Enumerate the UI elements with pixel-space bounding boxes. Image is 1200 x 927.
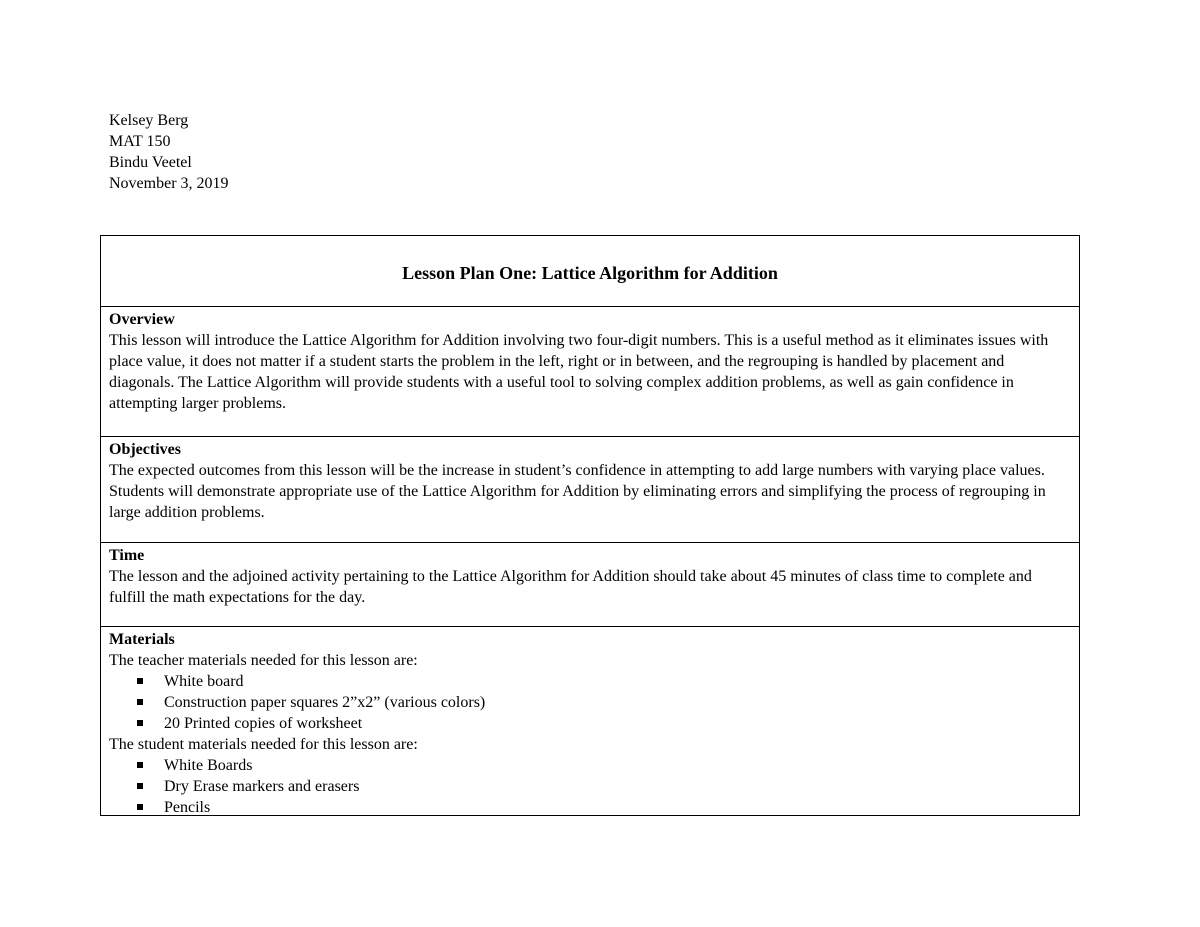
materials-section xyxy=(101,627,1079,815)
author-name: Kelsey Berg xyxy=(109,112,189,129)
objectives-section xyxy=(101,437,1079,543)
list-item xyxy=(137,713,1071,734)
square-bullet-icon xyxy=(137,720,143,726)
list-item-text: Construction paper squares 2”x2” (various colors) xyxy=(164,694,486,711)
list-item-text: White board xyxy=(164,673,244,690)
list-item-text: 20 Printed copies of worksheet xyxy=(164,715,363,732)
course-code: MAT 150 xyxy=(109,133,171,150)
list-item xyxy=(137,692,1071,713)
student-materials-list xyxy=(109,755,1071,818)
square-bullet-icon xyxy=(137,804,143,810)
square-bullet-icon xyxy=(137,699,143,705)
instructor-name: Bindu Veetel xyxy=(109,154,192,171)
objectives-text: The expected outcomes from this lesson will be the increase in student’s confidence in attempting to add large numbers with varying place values. Students will demonstrate appropriate use of the Lattice Algorithm for Addition by eliminating errors and simplifying the process of regrouping in large addition problems. xyxy=(109,462,1046,521)
materials-heading: Materials xyxy=(109,631,175,648)
document-header xyxy=(109,110,229,194)
objectives-heading: Objectives xyxy=(109,441,181,458)
document-date: November 3, 2019 xyxy=(109,175,229,192)
time-text: The lesson and the adjoined activity pertaining to the Lattice Algorithm for Addition should take about 45 minutes of class time to complete and fulfill the math expectations for the day. xyxy=(109,568,1032,606)
list-item-text: White Boards xyxy=(164,757,253,774)
lesson-title: Lesson Plan One: Lattice Algorithm for Addition xyxy=(402,262,778,283)
time-section xyxy=(101,543,1079,627)
list-item-text: Dry Erase markers and erasers xyxy=(164,778,360,795)
square-bullet-icon xyxy=(137,783,143,789)
student-materials-intro: The student materials needed for this lesson are: xyxy=(109,736,418,753)
time-heading: Time xyxy=(109,547,145,564)
square-bullet-icon xyxy=(137,762,143,768)
list-item-text: Pencils xyxy=(164,799,211,816)
list-item xyxy=(137,776,1071,797)
overview-heading: Overview xyxy=(109,311,175,328)
list-item xyxy=(137,671,1071,692)
teacher-materials-list xyxy=(109,671,1071,734)
overview-text: This lesson will introduce the Lattice Algorithm for Addition involving two four-digit numbers. This is a useful method as it eliminates issues with place value, it does not matter if a student starts the problem in the left, right or in between, and the regrouping is handled by placement and diagonals. The Lattice Algorithm will provide students with a useful tool to solving complex addition problems, as well as gain confidence in attempting larger problems. xyxy=(109,332,1049,412)
lesson-plan-table xyxy=(100,235,1080,816)
square-bullet-icon xyxy=(137,678,143,684)
list-item xyxy=(137,755,1071,776)
list-item xyxy=(137,797,1071,818)
overview-section xyxy=(101,307,1079,437)
lesson-title-row xyxy=(101,236,1079,307)
teacher-materials-intro: The teacher materials needed for this lesson are: xyxy=(109,652,418,669)
